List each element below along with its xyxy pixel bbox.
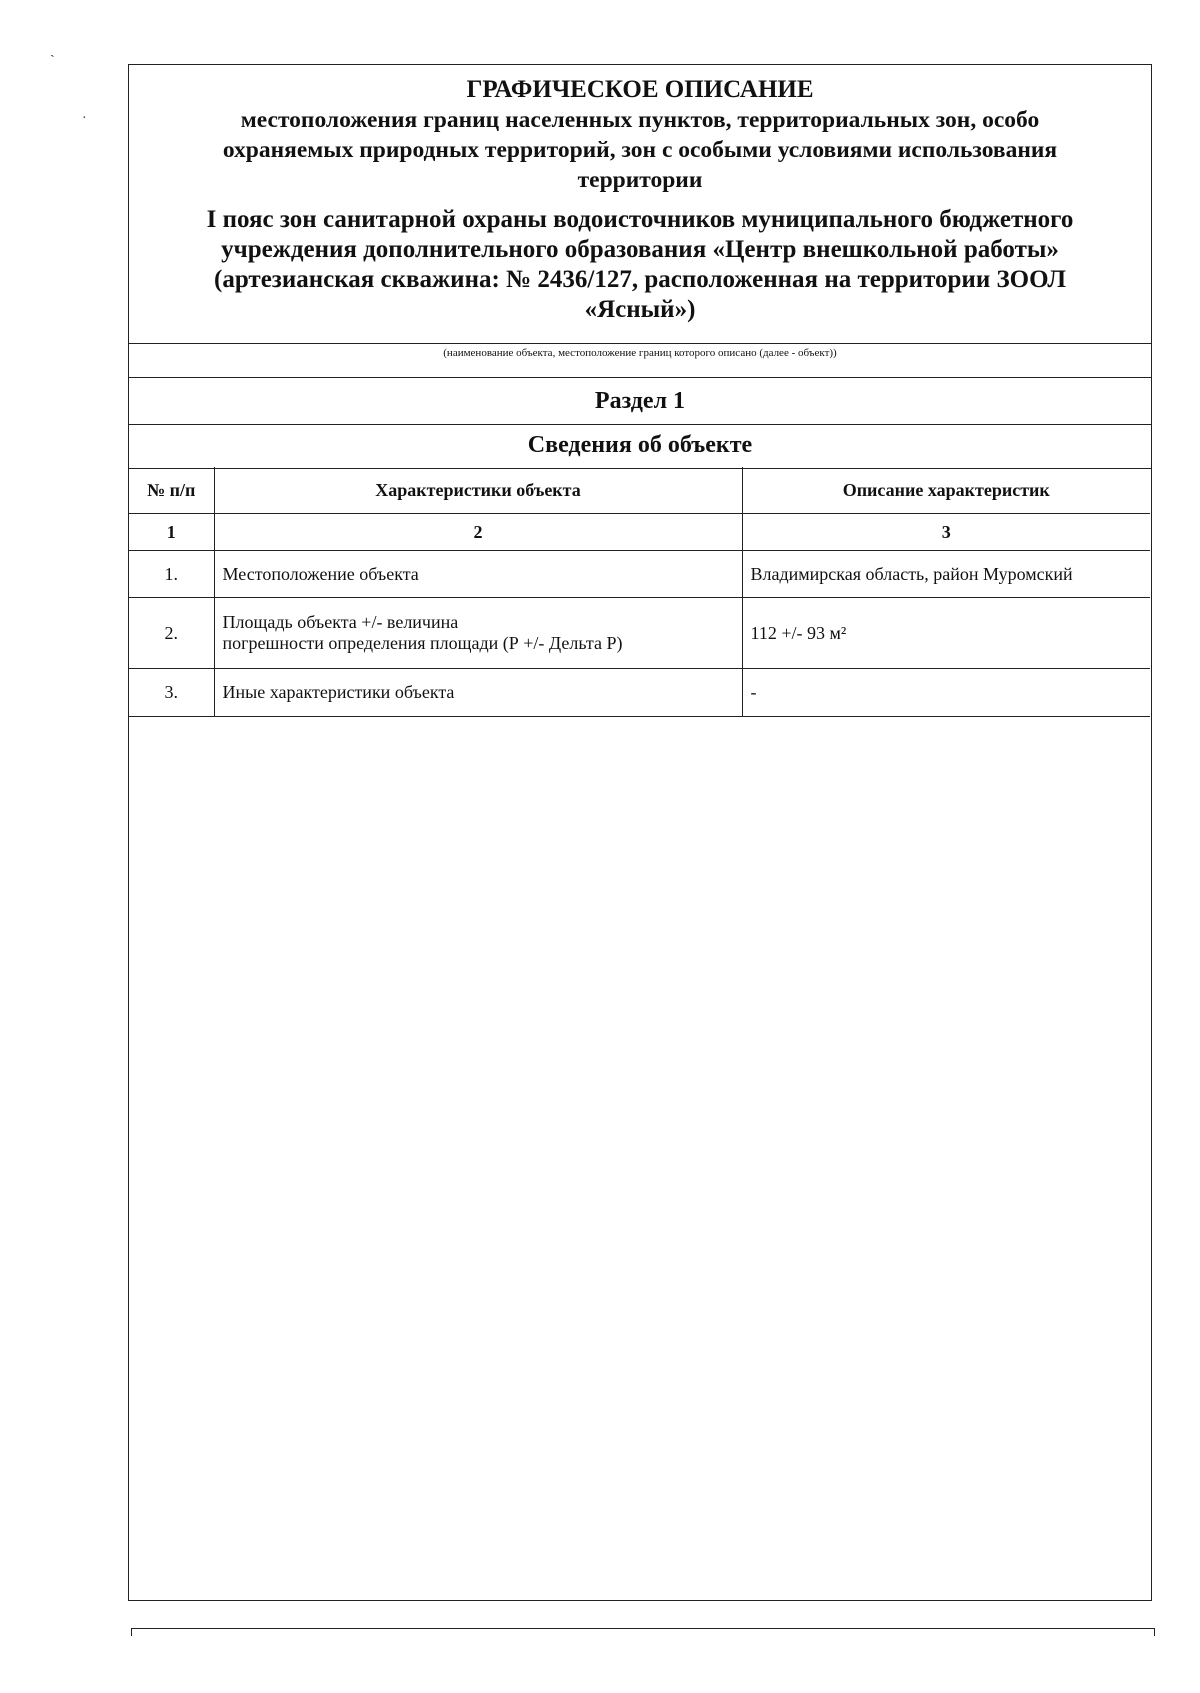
characteristic-line: Площадь объекта +/- величина [222,612,459,632]
scan-speck: · [82,111,87,126]
object-caption: (наименование объекта, местоположение границ которого описано (далее - объект)) [129,344,1151,378]
document-title: ГРАФИЧЕСКОЕ ОПИСАНИЕ [466,76,814,103]
characteristic-line: погрешности определения площади (Р +/- Дельта Р) [222,633,623,653]
characteristic-line: Местоположение объекта [222,563,419,584]
table-row [129,598,1150,669]
row-characteristic [214,669,742,717]
frame-corner-tick [131,1628,132,1636]
table-index-row [129,514,1150,551]
row-number: 3. [129,669,214,717]
object-name [129,205,1151,325]
table-row [129,551,1150,598]
header-characteristic: Характеристики объекта [214,467,742,514]
row-description: - [742,669,1150,717]
index-cell: 3 [742,514,1150,551]
object-name-line: I пояс зон санитарной охраны водоисточников муниципального бюджетного [206,206,1074,233]
row-description: Владимирская область, район Муромский [742,551,1150,598]
subtitle-line: территории [577,167,703,193]
scan-speck: ˏ [50,43,55,58]
row-number: 1. [129,551,214,598]
table-row [129,669,1150,717]
object-name-line: (артезианская скважина: № 2436/127, расположенная на территории ЗООЛ [214,266,1066,293]
header-description: Описание характеристик [742,467,1150,514]
index-cell: 2 [214,514,742,551]
row-characteristic [214,551,742,598]
document-subtitle [129,105,1151,195]
characteristic-line: Иные характеристики объекта [222,682,455,702]
row-description: 112 +/- 93 м² [742,598,1150,669]
section-title: Сведения об объекте [129,423,1151,469]
row-number: 2. [129,598,214,669]
next-page-frame-edge [131,1628,1155,1629]
object-name-line: «Ясный») [584,296,696,323]
frame-corner-tick [1154,1628,1155,1636]
header-number: № п/п [129,467,214,514]
subtitle-line: местоположения границ населенных пунктов, территориальных зон, особо [240,107,1040,133]
document-header [129,65,1151,344]
table-header-row [129,467,1150,514]
subtitle-line: охраняемых природных территорий, зон с особыми условиями использования [222,137,1058,163]
object-info-table [129,467,1150,717]
document-frame [128,64,1152,1601]
row-characteristic [214,598,742,669]
object-name-line: учреждения дополнительного образования «Центр внешкольной работы» [221,236,1059,263]
index-cell: 1 [129,514,214,551]
section-label: Раздел 1 [129,379,1151,425]
